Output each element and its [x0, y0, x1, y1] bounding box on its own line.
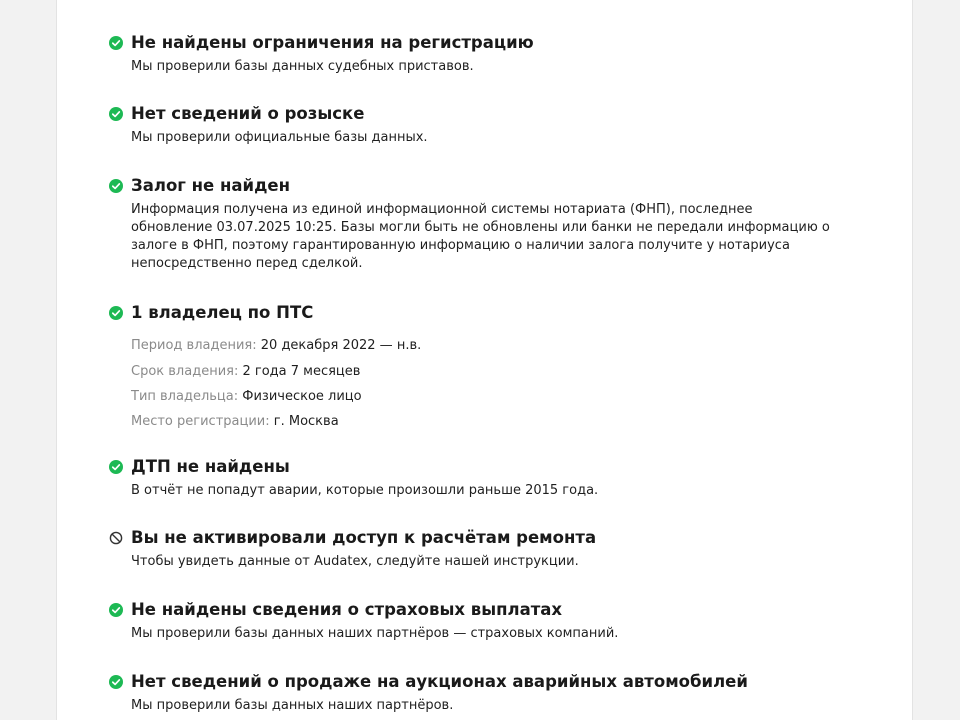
check-registration-restrictions	[109, 32, 849, 74]
check-circle-icon	[109, 460, 123, 474]
check-wanted	[109, 103, 849, 145]
check-circle-icon	[109, 603, 123, 617]
check-circle-icon	[109, 675, 123, 689]
check-circle-icon	[109, 306, 123, 320]
ownership-period: Период владения: 20 декабря 2022 — н.в.	[131, 338, 422, 353]
check-salvage-auctions	[109, 671, 849, 713]
check-owners	[109, 302, 849, 429]
check-title: Нет сведений о продаже на аукционах аварийных автомобилей	[131, 672, 748, 691]
check-description: Информация получена из единой информационной системы нотариата (ФНП), последнее обновление 03.07.2025 10:25. Базы могли быть не обновлены или банки не передали информацию о залоге в ФНП, поэтому гарантированную информацию о наличии залога получите у нотариуса непосредственно перед сделкой.	[131, 202, 830, 271]
registration-place: Место регистрации: г. Москва	[131, 414, 339, 429]
check-title: Вы не активировали доступ к расчётам ремонта	[131, 528, 597, 547]
blocked-icon	[109, 531, 123, 545]
check-title: ДТП не найдены	[131, 457, 290, 476]
check-pledge	[109, 175, 849, 271]
check-description: Мы проверили базы данных судебных приставов.	[131, 59, 474, 74]
check-circle-icon	[109, 36, 123, 50]
check-insurance-payouts	[109, 599, 849, 641]
check-title: 1 владелец по ПТС	[131, 303, 314, 322]
check-description: Чтобы увидеть данные от Audatex, следуйте нашей инструкции.	[131, 554, 579, 569]
check-repair-estimates	[109, 527, 849, 569]
check-title: Залог не найден	[131, 176, 290, 195]
check-circle-icon	[109, 179, 123, 193]
check-accidents	[109, 456, 849, 498]
ownership-duration: Срок владения: 2 года 7 месяцев	[131, 364, 361, 379]
check-title: Не найдены сведения о страховых выплатах	[131, 600, 563, 619]
check-title: Нет сведений о розыске	[131, 104, 365, 123]
check-title: Не найдены ограничения на регистрацию	[131, 33, 534, 52]
check-circle-icon	[109, 107, 123, 121]
check-description: Мы проверили официальные базы данных.	[131, 130, 428, 145]
report-card	[56, 0, 913, 720]
check-description: В отчёт не попадут аварии, которые произошли раньше 2015 года.	[131, 483, 599, 498]
owner-type: Тип владельца: Физическое лицо	[131, 389, 362, 404]
check-description: Мы проверили базы данных наших партнёров.	[131, 698, 454, 713]
check-description: Мы проверили базы данных наших партнёров — страховых компаний.	[131, 626, 619, 641]
